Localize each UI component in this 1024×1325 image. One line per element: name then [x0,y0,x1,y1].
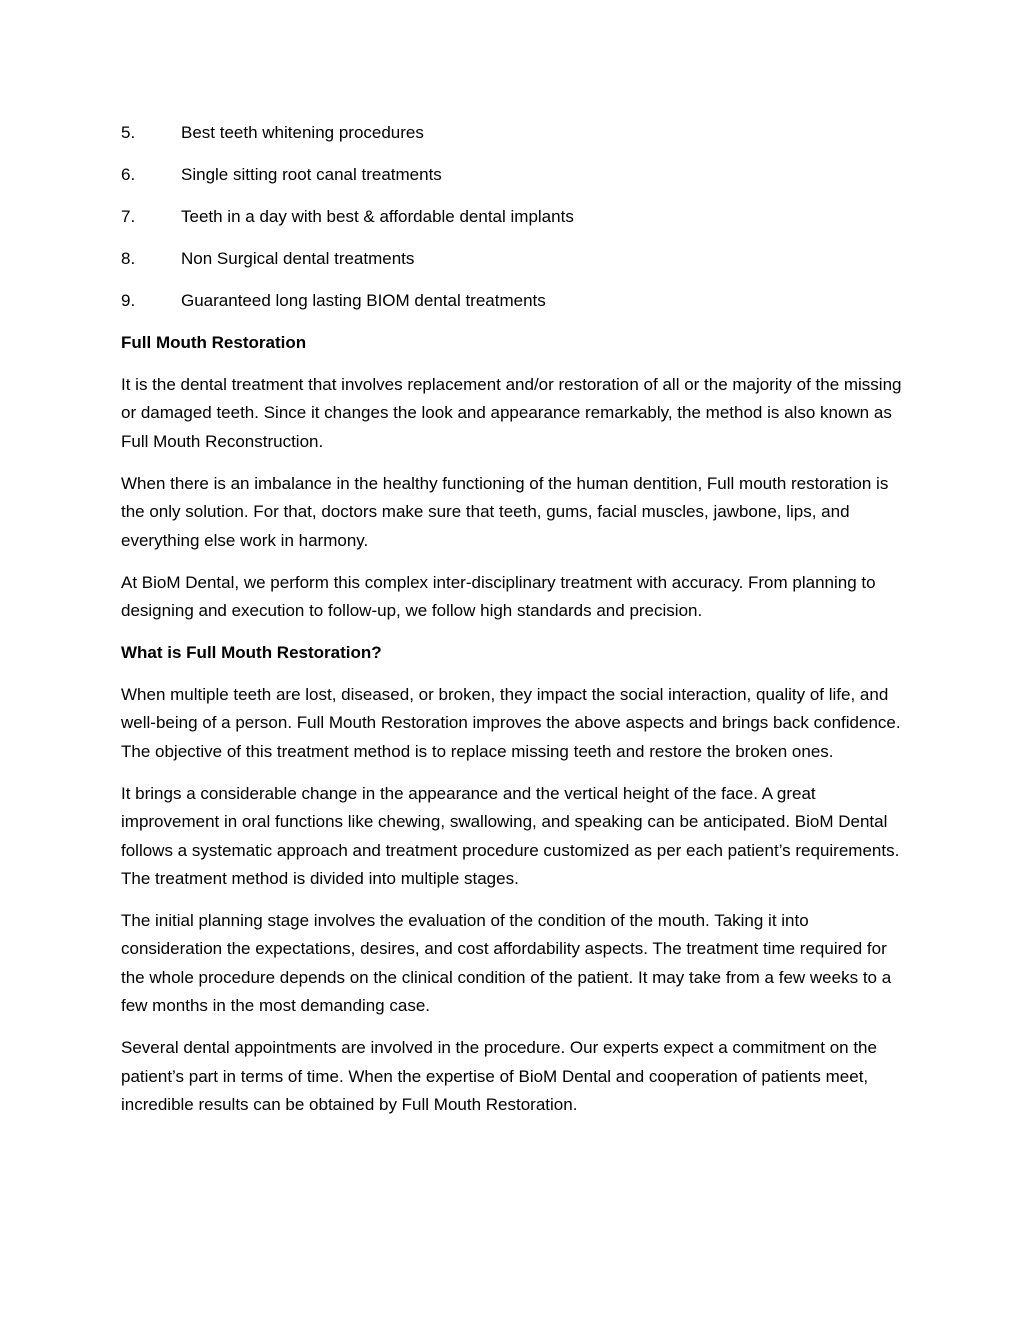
list-item-number: 7. [121,207,136,226]
section-what-is-full-mouth-restoration [121,639,911,1119]
list-item [121,203,911,231]
list-item [121,161,911,189]
list-item [121,119,911,147]
list-item [121,287,911,315]
list-item-text: Single sitting root canal treatments [181,165,442,184]
paragraph: It is the dental treatment that involves replacement and/or restoration of all or the majority of the missing or damaged teeth. Since it changes the look and appearance remarkably, the method is also known as Full Mouth Reconstruction. [121,375,902,451]
document-page [121,119,911,1133]
paragraph: It brings a considerable change in the appearance and the vertical height of the face. A great improvement in oral functions like chewing, swallowing, and speaking can be anticipated. BioM Dental follows a systematic approach and treatment procedure customized as per each patient’s requirements. The treatment method is divided into multiple stages. [121,783,900,889]
list-item-text: Guaranteed long lasting BIOM dental treatments [181,291,546,310]
list-item-text: Teeth in a day with best & affordable dental implants [181,207,574,226]
paragraph: At BioM Dental, we perform this complex inter-disciplinary treatment with accuracy. From planning to designing and execution to follow-up, we follow high standards and precision. [121,572,876,621]
numbered-list [121,119,911,315]
list-item-number: 8. [121,249,136,268]
paragraph: The initial planning stage involves the evaluation of the condition of the mouth. Taking it into consideration the expectations, desires, and cost affordability aspects. The treatment time required for the whole procedure depends on the clinical condition of the patient. It may take from a few weeks to a few months in the most demanding case. [121,911,892,1016]
list-item-number: 5. [121,123,136,142]
section-heading: What is Full Mouth Restoration? [121,643,382,663]
paragraph: Several dental appointments are involved in the procedure. Our experts expect a commitment on the patient’s part in terms of time. When the expertise of BioM Dental and cooperation of patients meet, incredible results can be obtained by Full Mouth Restoration. [121,1038,877,1115]
section-full-mouth-restoration [121,329,911,625]
paragraph: When multiple teeth are lost, diseased, or broken, they impact the social interaction, quality of life, and well-being of a person. Full Mouth Restoration improves the above aspects and brings back confidence. The objective of this treatment method is to replace missing teeth and restore the broken ones. [121,685,901,761]
list-item-text: Non Surgical dental treatments [181,249,415,268]
list-item-number: 9. [121,291,136,310]
list-item-text: Best teeth whitening procedures [181,123,424,142]
list-item [121,245,911,273]
list-item-number: 6. [121,165,136,184]
section-heading: Full Mouth Restoration [121,333,307,352]
paragraph: When there is an imbalance in the healthy functioning of the human dentition, Full mouth restoration is the only solution. For that, doctors make sure that teeth, gums, facial muscles, jawbone, lips, and everything else work in harmony. [121,473,889,550]
